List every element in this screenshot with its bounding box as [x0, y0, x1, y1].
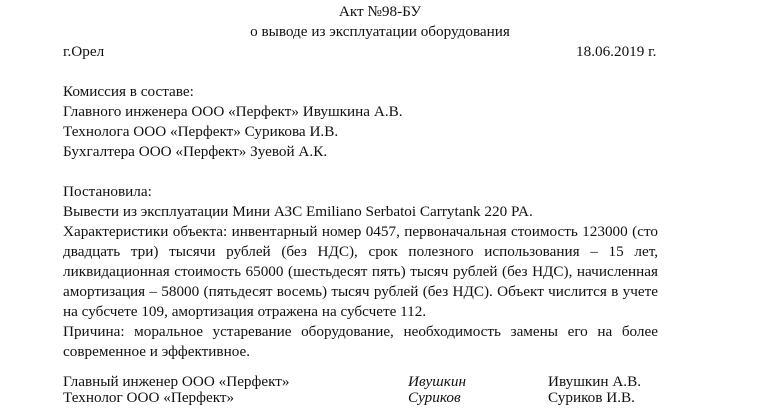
signature-role: Главный инженер ООО «Перфект»: [63, 373, 290, 390]
document-subtitle: о выводе из эксплуатации оборудования: [250, 23, 510, 40]
resolution-item: Вывести из эксплуатации Мини АЗС Emiliano Serbatoi Carrytank 220 PA.: [63, 203, 533, 220]
reason-line: Причина: моральное устаревание оборудование, необходимость замены его на более: [63, 323, 658, 340]
commission-heading: Комиссия в составе:: [63, 83, 194, 100]
commission-member: Бухгалтера ООО «Перфект» Зуевой А.К.: [63, 143, 328, 160]
characteristics-line: двадцать три) тысячи рублей (без НДС), срок полезного использования – 15 лет,: [63, 243, 658, 260]
document-date: 18.06.2019 г.: [576, 43, 657, 60]
commission-member: Главного инженера ООО «Перфект» Ивушкина А.В.: [63, 103, 403, 120]
resolution-heading: Постановила:: [63, 183, 152, 200]
characteristics-line: Характеристики объекта: инвентарный номер 0457, первоначальная стоимость 123000 (сто: [63, 223, 658, 240]
handwritten-signature: Ивушкин: [408, 373, 466, 390]
signature-name: Ивушкин А.В.: [548, 373, 642, 390]
document-title: Акт №98-БУ: [338, 3, 422, 20]
reason-line: современное и эффективное.: [63, 343, 251, 360]
characteristics-line: амортизация – 58000 (пятьдесят восемь) тысяч рублей (без НДС). Объект числится в учете: [63, 283, 658, 300]
signature-name: Суриков И.В.: [548, 389, 635, 406]
characteristics-line: ликвидационная стоимость 65000 (шестьдесят пять) тысяч рублей (без НДС), начисленная: [63, 263, 658, 280]
characteristics-line: на субсчете 109, амортизация отражена на субсчете 112.: [63, 303, 427, 320]
signature-role: Технолог ООО «Перфект»: [63, 389, 235, 406]
commission-member: Технолога ООО «Перфект» Сурикова И.В.: [63, 123, 339, 140]
document-city: г.Орел: [63, 43, 105, 60]
handwritten-signature: Суриков: [408, 389, 461, 406]
